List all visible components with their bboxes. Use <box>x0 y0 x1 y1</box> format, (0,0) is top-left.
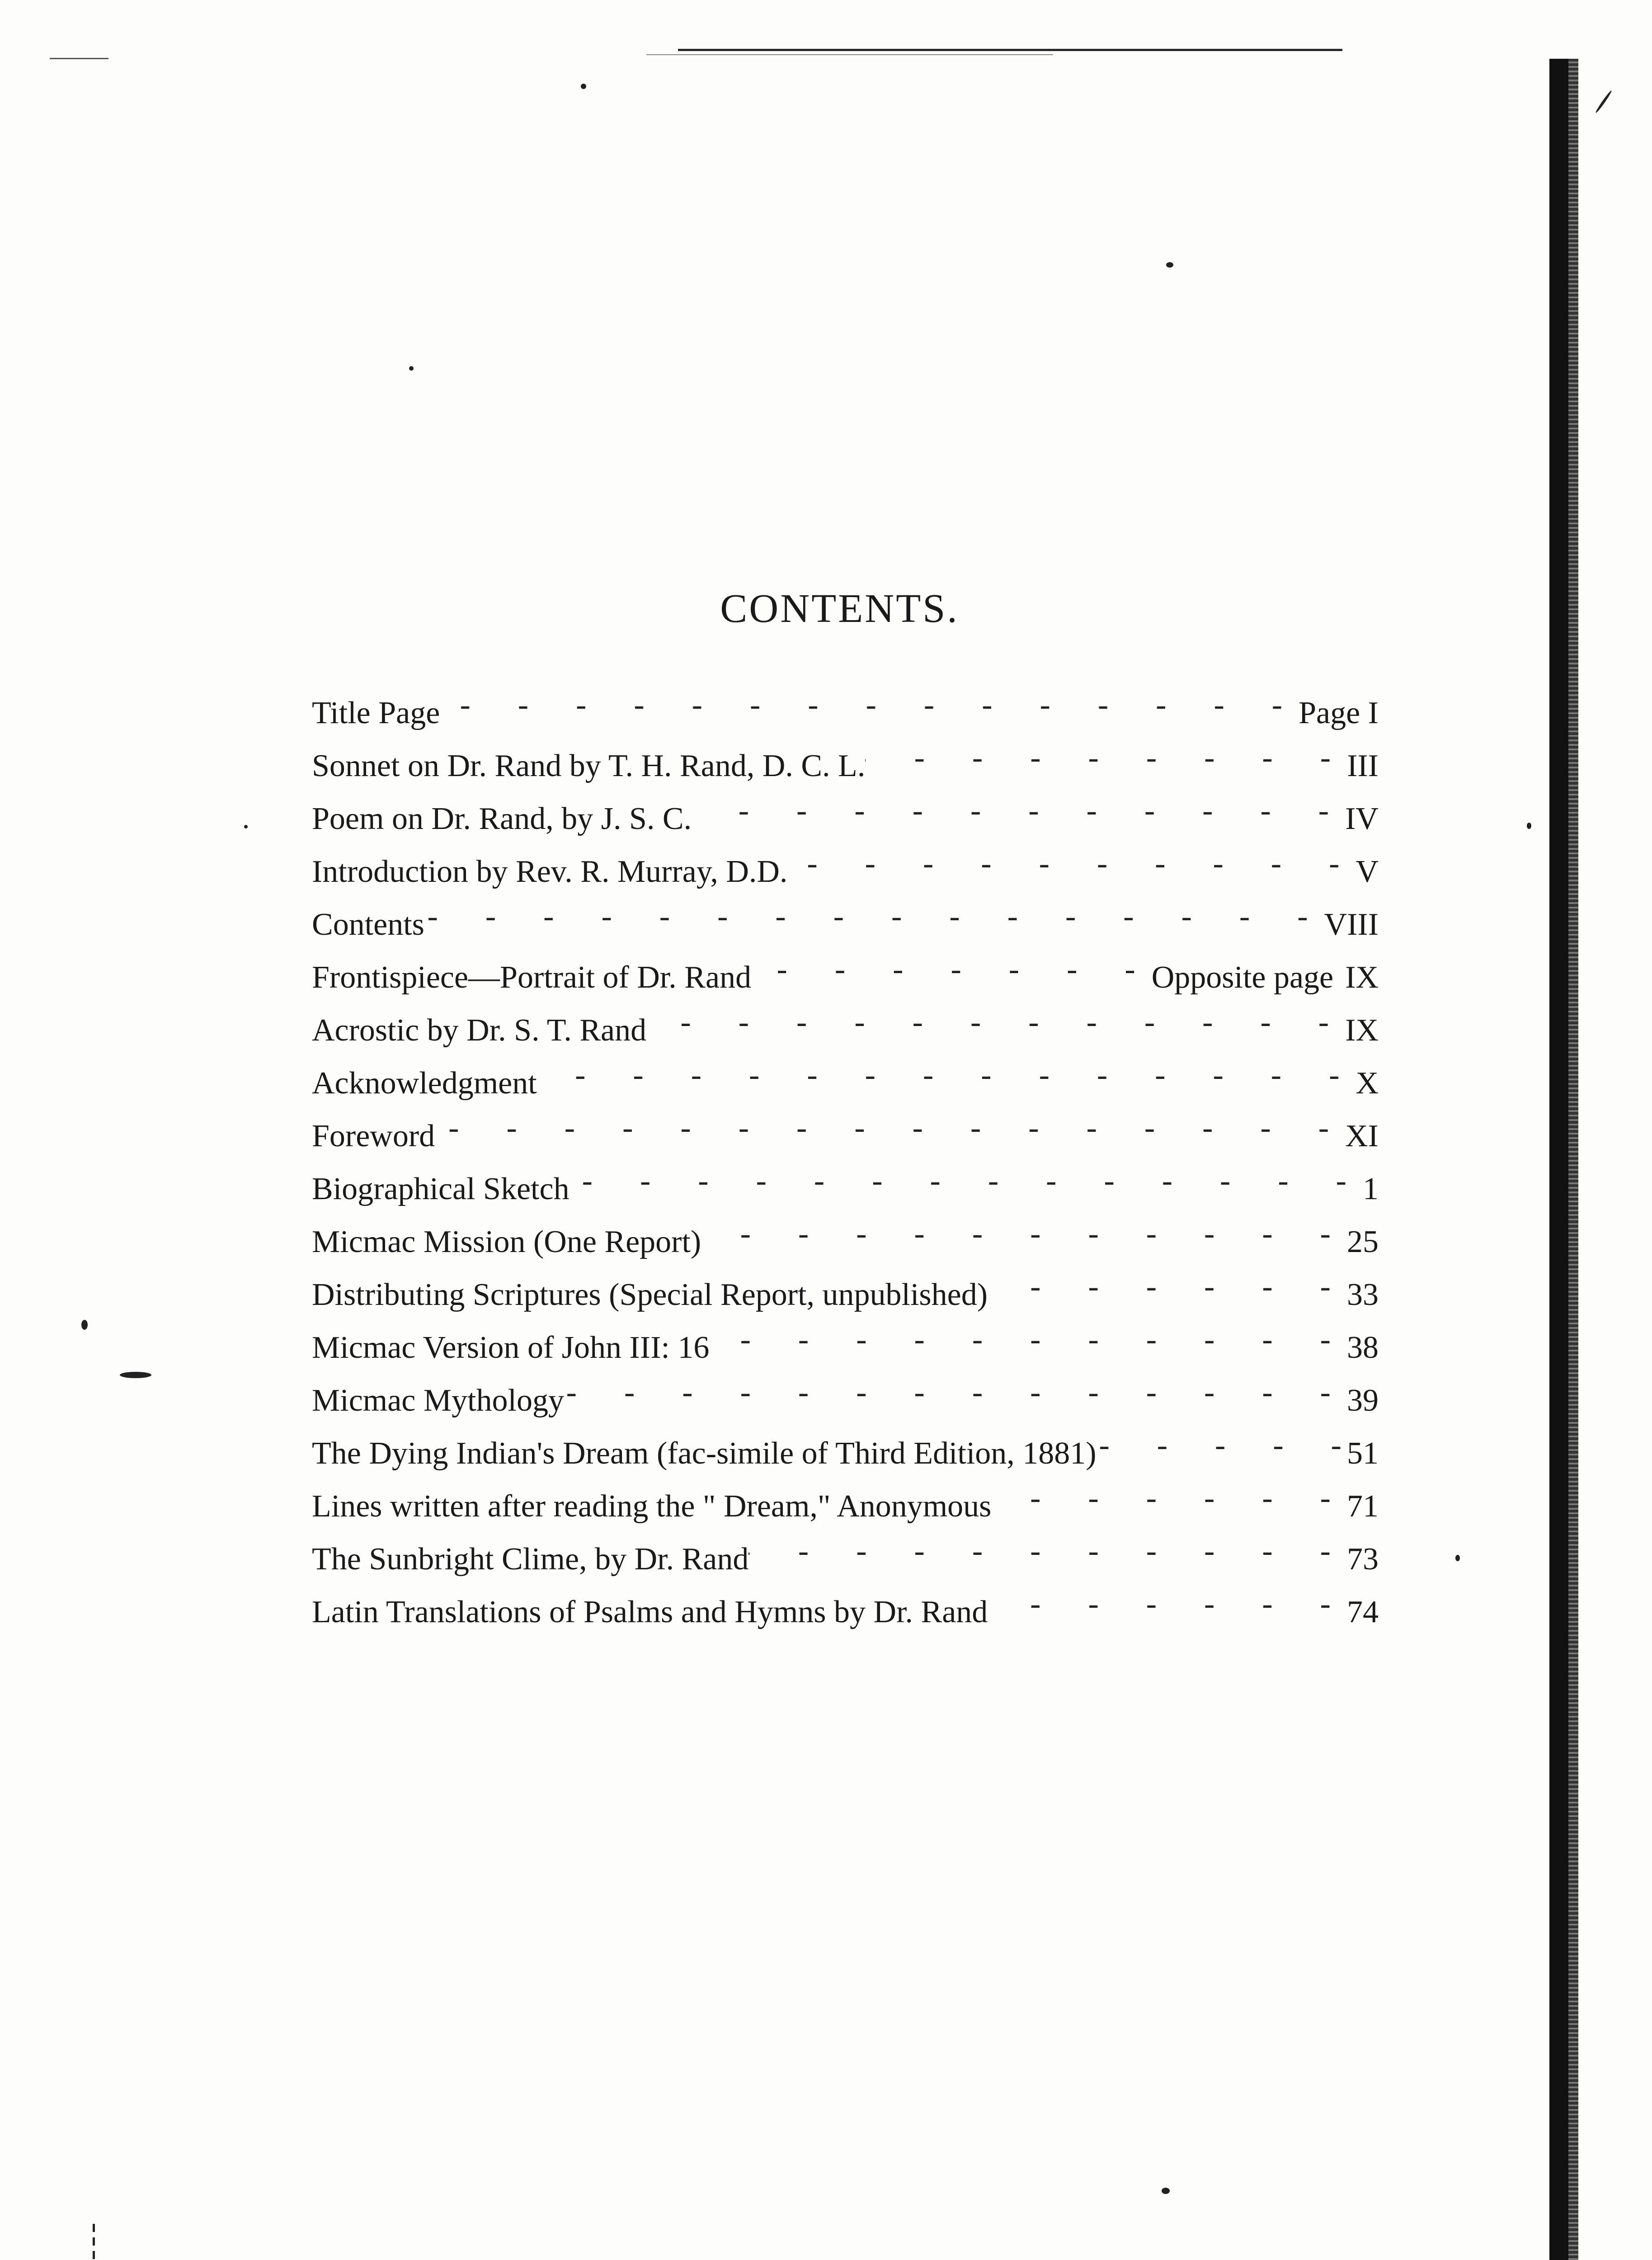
toc-entry <box>312 951 1379 1004</box>
toc-entry-title: Distributing Scriptures (Special Report, unpublished) <box>312 1277 988 1312</box>
toc-entry-title: Introduction by Rev. R. Murray, D.D. <box>312 854 788 889</box>
toc-entry-page: Page I <box>1299 696 1379 730</box>
toc-entry-title: The Dying Indian's Dream (fac-simile of Third Edition, 1881) <box>312 1436 1097 1471</box>
toc-entry <box>312 1375 1379 1427</box>
toc-dot-leader <box>440 687 1299 723</box>
scan-speck <box>1455 1555 1460 1561</box>
toc-entry-page: X <box>1355 1066 1379 1101</box>
toc-entry-title: Title Page <box>312 696 440 730</box>
toc-dot-leader <box>424 899 1324 935</box>
toc-dot-leader <box>564 1375 1347 1411</box>
toc-entry-page: V <box>1355 854 1379 889</box>
toc-dot-leader <box>646 1004 1345 1041</box>
scan-speck <box>1166 262 1173 268</box>
toc-entry <box>312 899 1379 951</box>
toc-entry-page: IV <box>1345 801 1379 836</box>
toc-entry <box>312 1427 1379 1480</box>
scan-speck <box>581 84 586 89</box>
toc-entry-title: Micmac Mythology <box>312 1383 564 1418</box>
toc-entry-title: Sonnet on Dr. Rand by T. H. Rand, D. C. L. <box>312 749 866 783</box>
scan-speck <box>120 1372 151 1378</box>
toc-entry-title: Micmac Version of John III: 16 <box>312 1330 710 1365</box>
toc-entry <box>312 793 1379 846</box>
scan-spine-edge <box>1568 59 1578 2260</box>
toc-dot-leader <box>751 951 1152 988</box>
scan-speck <box>409 366 414 371</box>
toc-entry-note: Opposite page <box>1151 960 1334 995</box>
toc-entry-title: Acrostic by Dr. S. T. Rand <box>312 1013 647 1048</box>
toc-dot-leader <box>988 1586 1347 1622</box>
toc-entry-title: The Sunbright Clime, by Dr. Rand <box>312 1542 749 1577</box>
toc-entry-title: Acknowledgment <box>312 1066 537 1101</box>
toc-dot-leader <box>701 1216 1347 1252</box>
scan-top-rule-faint <box>646 54 1053 55</box>
toc-entry-page: 71 <box>1347 1489 1379 1524</box>
toc-entry-title: Foreword <box>312 1119 435 1154</box>
toc-dot-leader <box>537 1057 1356 1093</box>
scan-speck <box>244 825 248 829</box>
toc-entry-title: Micmac Mission (One Report) <box>312 1224 701 1259</box>
toc-dot-leader <box>787 846 1355 882</box>
toc-dot-leader <box>709 1322 1347 1358</box>
toc-dot-leader <box>435 1110 1345 1146</box>
toc-entry <box>312 740 1379 793</box>
scan-left-mark <box>50 58 108 59</box>
toc-dot-leader <box>988 1269 1347 1305</box>
toc-entry-page: 73 <box>1347 1542 1379 1577</box>
toc-entry <box>312 1480 1379 1533</box>
scan-top-rule <box>678 49 1342 51</box>
toc-entry-title: Biographical Sketch <box>312 1172 569 1206</box>
toc-entry-page: VIII <box>1324 907 1379 942</box>
toc-dot-leader <box>991 1480 1347 1516</box>
toc-entry <box>312 1322 1379 1375</box>
toc-entry-page: 1 <box>1363 1172 1379 1206</box>
toc-dot-leader <box>692 793 1345 829</box>
toc-entry <box>312 1057 1379 1110</box>
scan-speck <box>1162 2188 1170 2194</box>
toc-entry <box>312 1269 1379 1322</box>
toc-entry-title: Poem on Dr. Rand, by J. S. C. <box>312 801 692 836</box>
scan-bottom-left-line <box>93 2224 95 2260</box>
toc-entry-page: 51 <box>1347 1436 1379 1471</box>
toc-entry <box>312 1110 1379 1163</box>
toc-entry <box>312 1004 1379 1057</box>
toc-entry-title: Frontispiece—Portrait of Dr. Rand <box>312 960 752 995</box>
toc-dot-leader <box>1097 1427 1347 1464</box>
toc-entry-title: Contents <box>312 907 424 942</box>
toc-dot-leader <box>865 740 1347 776</box>
page-title: CONTENTS. <box>720 586 959 631</box>
toc-entry-title: Lines written after reading the " Dream," Anonymous <box>312 1489 992 1524</box>
toc-entry-page: IX <box>1345 1013 1379 1048</box>
toc-entry-page: 74 <box>1347 1595 1379 1629</box>
toc-dot-leader <box>748 1533 1347 1569</box>
toc-entry <box>312 1216 1379 1269</box>
toc-entry-page: IX <box>1345 960 1379 995</box>
table-of-contents <box>312 687 1379 1639</box>
toc-entry <box>312 687 1379 740</box>
toc-entry-page: III <box>1347 749 1379 783</box>
toc-entry-page: 39 <box>1347 1383 1379 1418</box>
scan-speck <box>1527 823 1531 829</box>
toc-entry <box>312 1586 1379 1639</box>
scan-speck <box>81 1320 88 1330</box>
toc-entry <box>312 846 1379 899</box>
toc-entry-page: 33 <box>1347 1277 1379 1312</box>
toc-entry-title: Latin Translations of Psalms and Hymns by Dr. Rand <box>312 1595 988 1629</box>
toc-entry-page: 38 <box>1347 1330 1379 1365</box>
toc-entry-page: XI <box>1345 1119 1379 1154</box>
toc-entry-page: 25 <box>1347 1224 1379 1259</box>
toc-entry <box>312 1163 1379 1216</box>
toc-entry <box>312 1533 1379 1586</box>
toc-dot-leader <box>569 1163 1363 1199</box>
scan-speck <box>1595 90 1612 114</box>
